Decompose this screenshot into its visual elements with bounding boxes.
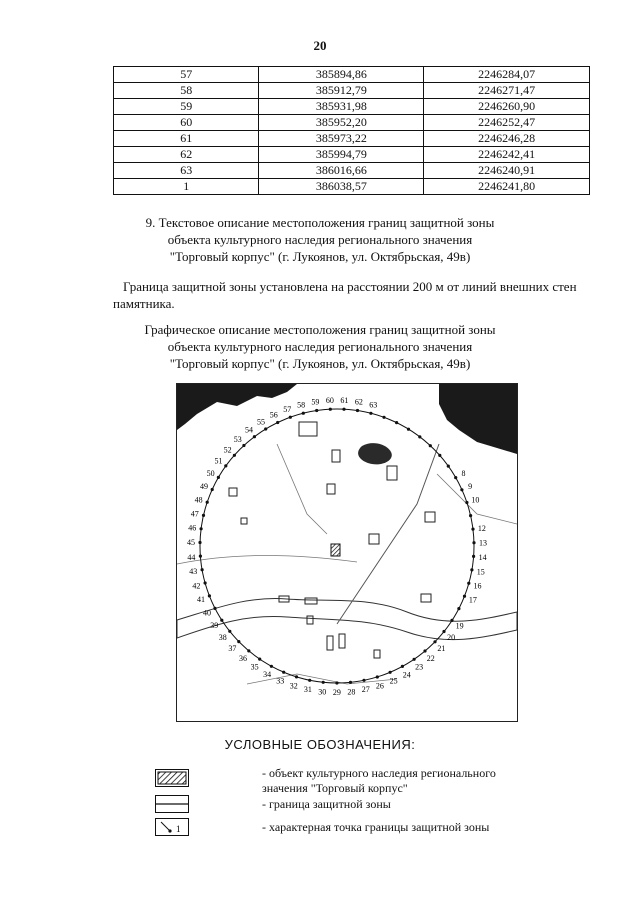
boundary-point (369, 412, 372, 415)
boundary-point (471, 528, 474, 531)
boundary-point-label: 20 (447, 633, 456, 643)
table-row (114, 83, 590, 99)
boundary-point-label: 39 (210, 621, 219, 631)
table-row (114, 163, 590, 179)
point-number: 59 (114, 99, 259, 115)
section-9-title-line-2: объекта культурного наследия регионального значения (167, 232, 473, 247)
point-number: 58 (114, 83, 259, 99)
boundary-point-label: 42 (192, 581, 201, 591)
point-number: 63 (114, 163, 259, 179)
boundary-point-label: 58 (297, 400, 306, 410)
map-building (332, 450, 340, 462)
boundary-point-label: 44 (187, 552, 196, 562)
boundary-point (224, 464, 227, 467)
boundary-point-label: 17 (468, 595, 477, 605)
boundary-point-label: 63 (369, 400, 378, 410)
map-building (425, 512, 435, 522)
boundary-point (438, 454, 441, 457)
boundary-description: Граница защитной зоны установлена на расстоянии 200 м от линий внешних стен памятника. (113, 279, 577, 311)
boundary-point-label: 53 (233, 434, 242, 444)
boundary-point-label: 35 (250, 662, 259, 672)
point-number: 60 (114, 115, 259, 131)
boundary-point (200, 527, 203, 530)
boundary-point (233, 454, 236, 457)
boundary-point (198, 541, 201, 544)
coordinate-x: 385931,98 (259, 99, 424, 115)
boundary-point-label: 22 (426, 653, 435, 663)
boundary-point-label: 8 (461, 469, 466, 479)
boundary-point-label: 50 (206, 468, 215, 478)
legend-item-boundary: - граница защитной зоны (262, 797, 391, 811)
boundary-point (335, 681, 338, 684)
boundary-point (199, 555, 202, 558)
map-building (327, 636, 333, 650)
boundary-point-label: 36 (239, 653, 247, 663)
boundary-point-label: 12 (477, 524, 486, 533)
page-number: 20 (313, 38, 327, 53)
boundary-point-label: 57 (283, 404, 292, 414)
boundary-point-label: 26 (375, 681, 384, 691)
boundary-point-label: 32 (289, 681, 298, 691)
boundary-point-label: 43 (189, 567, 198, 577)
map-road-3 (277, 444, 327, 534)
point-number: 62 (114, 147, 259, 163)
boundary-point (460, 488, 463, 491)
coordinate-x: 385952,20 (259, 115, 424, 131)
boundary-point-label: 62 (354, 397, 363, 407)
boundary-point (467, 582, 470, 585)
map-road-2 (177, 556, 357, 565)
boundary-point-label: 15 (476, 567, 485, 577)
coordinate-x: 386016,66 (259, 163, 424, 179)
boundary-point-label: 54 (245, 425, 253, 435)
coordinate-y: 2246246,28 (424, 131, 590, 147)
boundary-point-label: 52 (223, 445, 232, 455)
legend-item-monument-line-2: значения "Торговый корпус" (262, 781, 408, 795)
boundary-point-label: 48 (194, 495, 203, 505)
table-row (114, 131, 590, 147)
map-building (299, 422, 317, 436)
coordinate-y: 2246241,80 (424, 179, 590, 195)
boundary-point (356, 409, 359, 412)
boundary-point (253, 435, 256, 438)
boundary-point-label: 49 (200, 481, 208, 491)
boundary-point (202, 514, 205, 517)
boundary-point (295, 675, 298, 678)
boundary-point-label: 21 (437, 644, 446, 653)
map-building (339, 634, 345, 648)
boundary-point-label: 56 (269, 410, 278, 420)
boundary-point (220, 619, 223, 622)
boundary-point-label: 33 (276, 676, 285, 686)
boundary-point (228, 630, 231, 633)
boundary-point (206, 501, 209, 504)
point-number: 57 (114, 67, 259, 83)
coordinate-y: 2246240,91 (424, 163, 590, 179)
boundary-point-label: 16 (473, 581, 482, 591)
boundary-point-label: 29 (332, 688, 341, 697)
boundary-point-label: 37 (228, 643, 237, 653)
legend-item-point: - характерная точка границы защитной зоны (262, 820, 490, 834)
boundary-point (258, 658, 261, 661)
boundary-point-label: 51 (214, 456, 223, 466)
table-row (114, 99, 590, 115)
point-number: 1 (114, 179, 259, 195)
boundary-point-label: 45 (187, 538, 195, 548)
boundary-point (454, 476, 457, 479)
table-row (114, 179, 590, 195)
boundary-point (247, 649, 250, 652)
coordinate-x: 386038,57 (259, 179, 424, 195)
boundary-point (282, 671, 285, 674)
boundary-point-label: 38 (218, 632, 227, 642)
boundary-point (264, 427, 267, 430)
coordinates-table (113, 66, 590, 195)
legend-point-label: 1 (176, 824, 181, 834)
point-number: 61 (114, 131, 259, 147)
boundary-point-label: 47 (190, 509, 199, 519)
coordinate-y: 2246260,90 (424, 99, 590, 115)
boundary-point-label: 59 (311, 397, 320, 407)
map-building (369, 534, 379, 544)
map-building (374, 650, 380, 658)
graphic-title-line-1: Графическое описание местоположения границ защитной зоны (144, 322, 496, 337)
coordinate-y: 2246252,47 (424, 115, 590, 131)
legend-symbol-monument (155, 769, 189, 787)
legend-symbol-point (155, 818, 189, 836)
boundary-point (237, 640, 240, 643)
boundary-point (270, 665, 273, 668)
table-row (114, 115, 590, 131)
boundary-point (433, 640, 436, 643)
section-9-title-line-3: "Торговый корпус" (г. Лукоянов, ул. Октябрьская, 49в) (169, 249, 471, 264)
boundary-point-label: 9 (468, 482, 473, 492)
boundary-point (472, 555, 475, 558)
boundary-point (463, 595, 466, 598)
coordinate-x: 385973,22 (259, 131, 424, 147)
boundary-point-label: 34 (263, 670, 272, 680)
legend-item-monument-line-1: - объект культурного наследия регионального (262, 766, 496, 780)
map-drawing (177, 384, 517, 721)
boundary-point-label: 30 (318, 687, 327, 697)
boundary-point (418, 435, 421, 438)
legend-title: УСЛОВНЫЕ ОБОЗНАЧЕНИЯ: (224, 737, 416, 752)
map-road-1 (337, 444, 439, 624)
boundary-point (349, 681, 352, 684)
boundary-point-label: 23 (415, 662, 424, 672)
boundary-point (217, 476, 220, 479)
boundary-point-label: 25 (389, 676, 398, 686)
graphic-title-line-2: объекта культурного наследия регионального значения (167, 339, 473, 354)
boundary-point (211, 488, 214, 491)
coordinate-x: 385994,79 (259, 147, 424, 163)
boundary-point (382, 416, 385, 419)
map-building (229, 488, 237, 496)
boundary-point (376, 675, 379, 678)
table-row (114, 67, 590, 83)
boundary-point (470, 568, 473, 571)
boundary-point (315, 409, 318, 412)
coordinate-y: 2246242,41 (424, 147, 590, 163)
coordinate-x: 385894,86 (259, 67, 424, 83)
boundary-point (413, 658, 416, 661)
boundary-point (342, 408, 345, 411)
boundary-map (176, 383, 518, 722)
boundary-point (472, 541, 475, 544)
boundary-point (204, 581, 207, 584)
boundary-point (289, 416, 292, 419)
boundary-point (407, 428, 410, 431)
boundary-point (329, 408, 332, 411)
monument-marker (331, 544, 340, 556)
boundary-point (442, 630, 445, 633)
boundary-point (465, 501, 468, 504)
coordinate-y: 2246284,07 (424, 67, 590, 83)
map-building (387, 466, 397, 480)
map-building (327, 484, 335, 494)
boundary-point (276, 421, 279, 424)
boundary-point (308, 679, 311, 682)
boundary-point (429, 444, 432, 447)
map-dark-area-top-right (439, 384, 517, 454)
boundary-point-label: 27 (361, 685, 370, 695)
coordinate-y: 2246271,47 (424, 83, 590, 99)
boundary-point-label: 60 (325, 396, 334, 406)
boundary-point-label: 14 (478, 553, 487, 562)
boundary-point (201, 568, 204, 571)
boundary-point (401, 665, 404, 668)
coordinate-x: 385912,79 (259, 83, 424, 99)
boundary-point-label: 24 (402, 670, 411, 680)
map-river (177, 599, 517, 643)
map-shaded-block (358, 443, 392, 464)
map-building (241, 518, 247, 524)
boundary-point-label: 19 (455, 621, 464, 631)
boundary-point (447, 465, 450, 468)
boundary-point (389, 671, 392, 674)
table-row (114, 147, 590, 163)
boundary-point (213, 607, 216, 610)
boundary-point (457, 607, 460, 610)
boundary-point-label: 61 (340, 396, 349, 406)
boundary-point (362, 679, 365, 682)
boundary-point (242, 444, 245, 447)
boundary-point-label: 46 (188, 523, 197, 533)
boundary-point (450, 619, 453, 622)
graphic-title-line-3: "Торговый корпус" (г. Лукоянов, ул. Октябрьская, 49в) (169, 356, 471, 371)
boundary-point (469, 514, 472, 517)
map-building (421, 594, 431, 602)
boundary-point-label: 55 (257, 417, 265, 427)
boundary-point-label: 31 (303, 685, 312, 695)
boundary-point-label: 40 (203, 608, 211, 618)
boundary-point (322, 681, 325, 684)
boundary-point-label: 13 (479, 538, 487, 548)
legend-symbol-boundary (155, 795, 189, 813)
boundary-point (208, 594, 211, 597)
boundary-point-label: 10 (471, 495, 480, 505)
boundary-point-label: 28 (347, 687, 356, 697)
section-9-title-line-1: 9. Текстовое описание местоположения границ защитной зоны (145, 215, 495, 230)
boundary-point (395, 421, 398, 424)
boundary-point (302, 412, 305, 415)
boundary-point (423, 649, 426, 652)
boundary-point-label: 41 (197, 595, 205, 605)
